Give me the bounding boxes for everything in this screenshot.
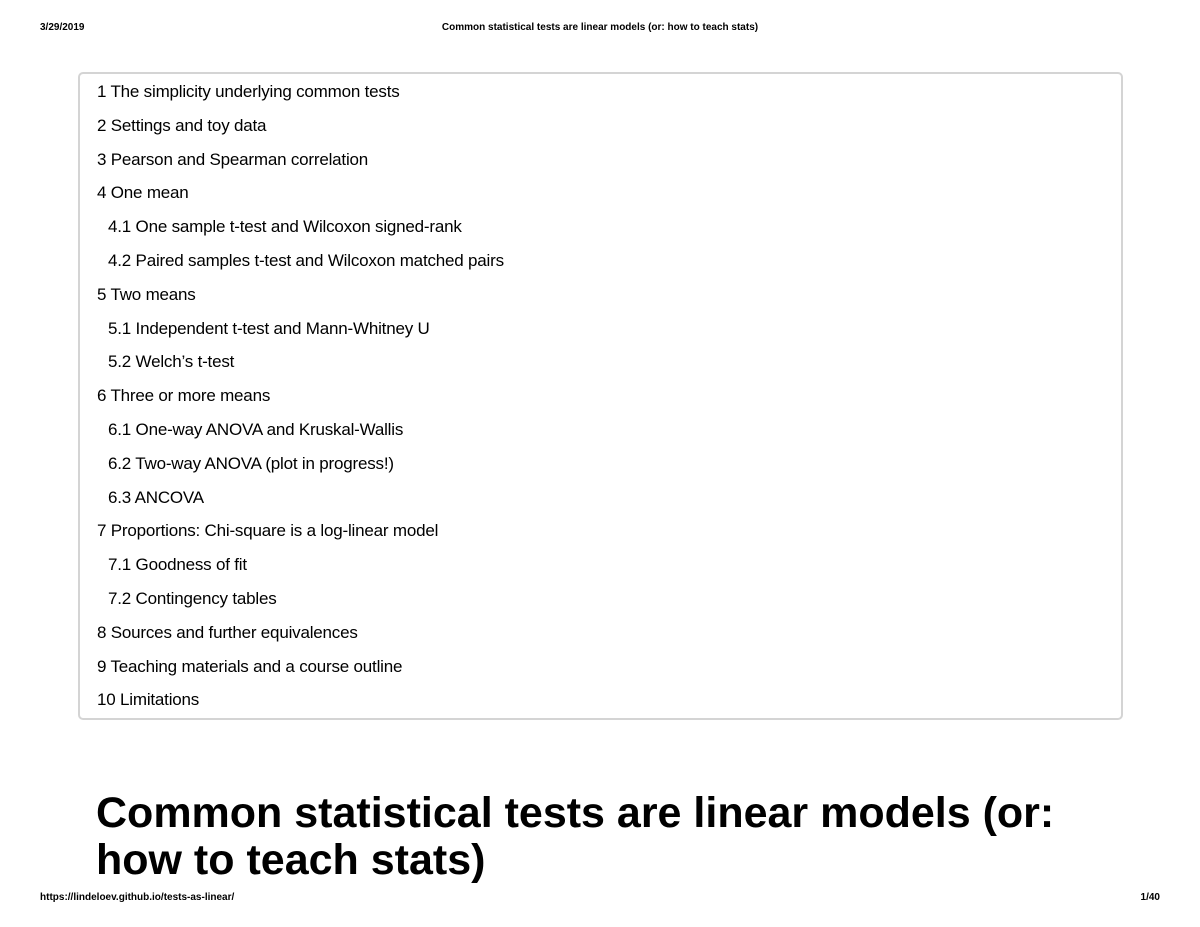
toc-item[interactable]: 4.2 Paired samples t-test and Wilcoxon matched pairs [108,250,504,270]
toc-item[interactable]: 1 The simplicity underlying common tests [97,82,400,101]
toc-item[interactable]: 3 Pearson and Spearman correlation [97,149,369,169]
toc-item[interactable]: 6.1 One-way ANOVA and Kruskal-Wallis [108,419,404,439]
toc-item[interactable]: 4.1 One sample t-test and Wilcoxon signed-rank [108,217,462,237]
table-of-contents [78,72,1123,720]
toc-item[interactable]: 7 Proportions: Chi-square is a log-linear model [97,521,439,541]
toc-item[interactable]: 8 Sources and further equivalences [97,622,358,642]
print-header [0,22,1200,38]
toc-item[interactable]: 4 One mean [97,183,189,203]
toc-item[interactable]: 2 Settings and toy data [97,115,267,135]
toc-item[interactable]: 5.2 Welch’s t-test [108,352,235,372]
toc-item[interactable]: 5 Two means [97,284,196,304]
page-url: https://lindeloev.github.io/tests-as-linear/ [40,892,235,903]
toc-item[interactable]: 6 Three or more means [97,386,271,406]
toc-item[interactable]: 7.2 Contingency tables [108,588,277,608]
page-number: 1/40 [1140,892,1160,903]
toc-item[interactable]: 10 Limitations [97,690,200,710]
toc-item[interactable]: 6.2 Two-way ANOVA (plot in progress!) [108,453,394,473]
toc-item[interactable]: 6.3 ANCOVA [108,487,204,507]
toc-item[interactable]: 5.1 Independent t-test and Mann-Whitney U [108,318,430,338]
toc-list [80,80,1121,722]
page-title: Common statistical tests are linear models (or: how to teach stats) [96,789,1055,884]
toc-item[interactable]: 7.1 Goodness of fit [108,555,247,575]
print-date: 3/29/2019 [40,22,85,33]
print-footer [0,892,1200,908]
print-document-title: Common statistical tests are linear models (or: how to teach stats) [441,22,759,33]
toc-item[interactable]: 9 Teaching materials and a course outline [97,656,403,676]
